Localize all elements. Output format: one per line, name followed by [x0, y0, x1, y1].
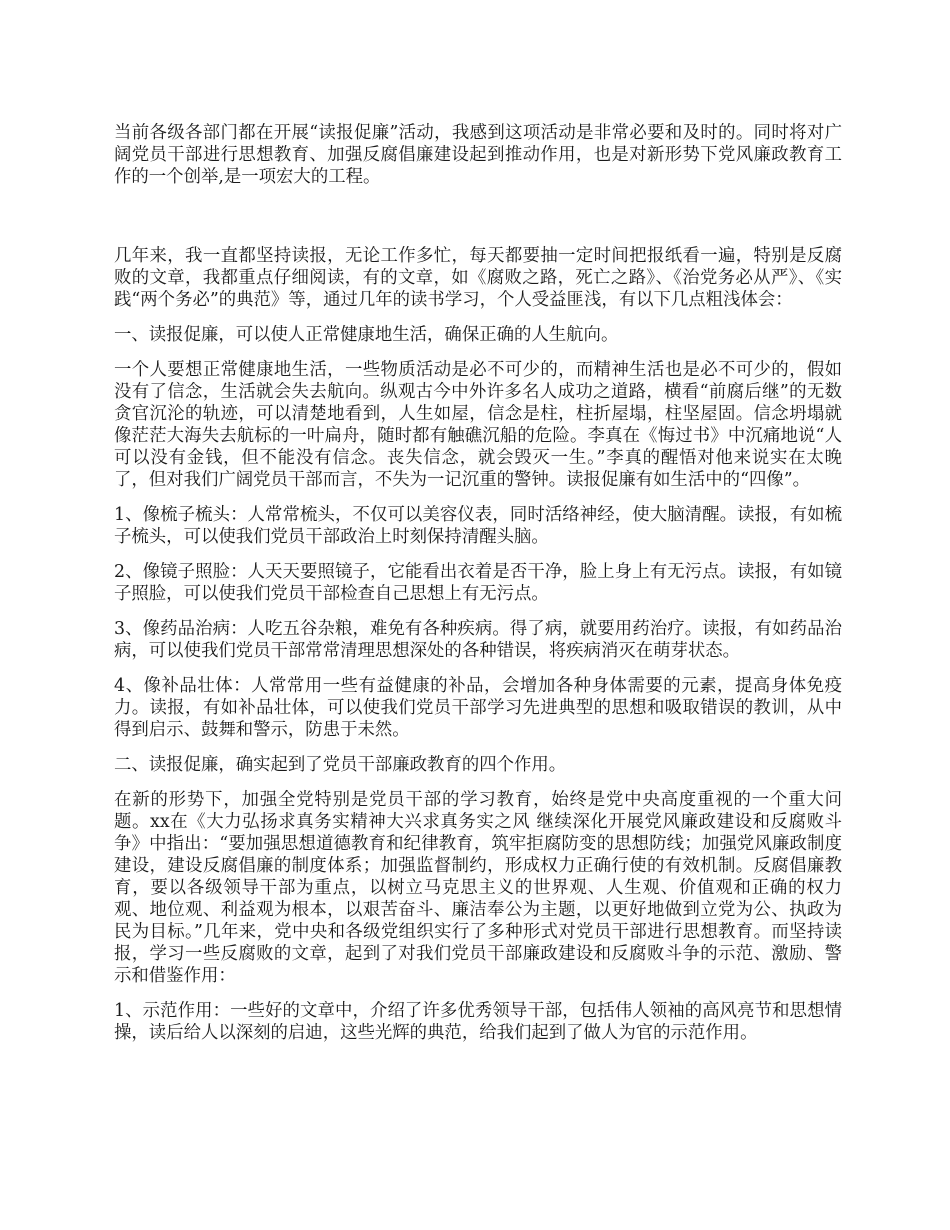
belief-paragraph: 一个人要想正常健康地生活，一些物质活动是必不可少的，而精神生活也是必不可少的，假如没有了信念，生活就会失去航向。纵观古今中外许多名人成功之道路，横看“前腐后继”的无数贪官沉沦的轨迹，可以清楚地看到，人生如屋，信念是柱，柱折屋塌，柱坚屋固。信念坍塌就像茫茫大海失去航标的一叶扁舟，随时都有触礁沉船的危险。李真在《悔过书》中沉痛地说“人可以没有金钱，但不能没有信念。丧失信念，就会毁灭一生。”李真的醒悟对他来说实在太晚了，但对我们广阔党员干部而言，不失为一记沉重的警钟。读报促廉有如生活中的“四像”。: [114, 360, 842, 490]
section-heading-2: 二、读报促廉，确实起到了党员干部廉政教育的四个作用。: [114, 755, 567, 775]
section-heading-1: 一、读报促廉，可以使人正常健康地生活，确保正确的人生航向。: [114, 325, 619, 345]
education-paragraph: 在新的形势下，加强全党特别是党员干部的学习教育，始终是党中央高度重视的一个重大问题。xx在《大力弘扬求真务实精神大兴求真务实之风 继续深化开展党风廉政建设和反腐败斗争》中指出：“要加强思想道德教育和纪律教育，筑牢拒腐防变的思想防线；加强党风廉政制度建设，建设反腐倡廉的制度体系；加强监督制约，形成权力正确行使的有效机制。反腐倡廉教育，要以各级领导干部为重点，以树立马克思主义的世界观、人生观、价值观和正确的权力观、地位观、利益观为根本，以艰苦奋斗、廉洁奉公为主题，以更好地做到立党为公、执政为民为目标。”几年来，党中央和各级党组织实行了多种形式对党员干部进行思想教育。而坚持读报，学习一些反腐败的文章，起到了对我们党员干部廉政建设和反腐败斗争的示范、激励、警示和借鉴作用：: [114, 790, 842, 986]
list-item-medicine: 3、像药品治病：人吃五谷杂粮，难免有各种疾病。得了病，就要用药治疗。读报，有如药品治病，可以使我们党员干部常常清理思想深处的各种错误，将疾病消灭在萌芽状态。: [114, 619, 842, 661]
document-body: [114, 122, 842, 1057]
list-item-comb: 1、像梳子梳头：人常常梳头，不仅可以美容仪表，同时活络神经，使大脑清醒。读报，有如梳子梳头，可以使我们党员干部政治上时刻保持清醒头脑。: [114, 505, 842, 547]
list-item-tonic: 4、像补品壮体：人常常用一些有益健康的补品，会增加各种身体需要的元素，提高身体免疫力。读报，有如补品壮体，可以使我们党员干部学习先进典型的思想和吸取错误的教训，从中得到启示、鼓舞和警示，防患于未然。: [114, 676, 842, 740]
list-item-mirror: 2、像镜子照脸：人天天要照镜子，它能看出衣着是否干净，脸上身上有无污点。读报，有如镜子照脸，可以使我们党员干部检查自己思想上有无污点。: [114, 562, 842, 604]
intro-paragraph: 当前各级各部门都在开展“读报促廉”活动，我感到这项活动是非常必要和及时的。同时将对广阔党员干部进行思想教育、加强反腐倡廉建设起到推动作用，也是对新形势下党风廉政教育工作的一个创举,是一项宏大的工程。: [114, 123, 842, 187]
list-item-demonstration: 1、示范作用：一些好的文章中，介绍了许多优秀领导干部，包括伟人领袖的高风亮节和思想情操，读后给人以深刻的启迪，这些光辉的典范，给我们起到了做人为官的示范作用。: [114, 1001, 842, 1043]
reading-habit-paragraph: 几年来，我一直都坚持读报，无论工作多忙，每天都要抽一定时间把报纸看一遍，特别是反腐败的文章，我都重点仔细阅读，有的文章，如《腐败之路，死亡之路》、《治党务必从严》、《实践“两个务必”的典范》等，通过几年的读书学习，个人受益匪浅，有以下几点粗浅体会：: [114, 246, 842, 310]
